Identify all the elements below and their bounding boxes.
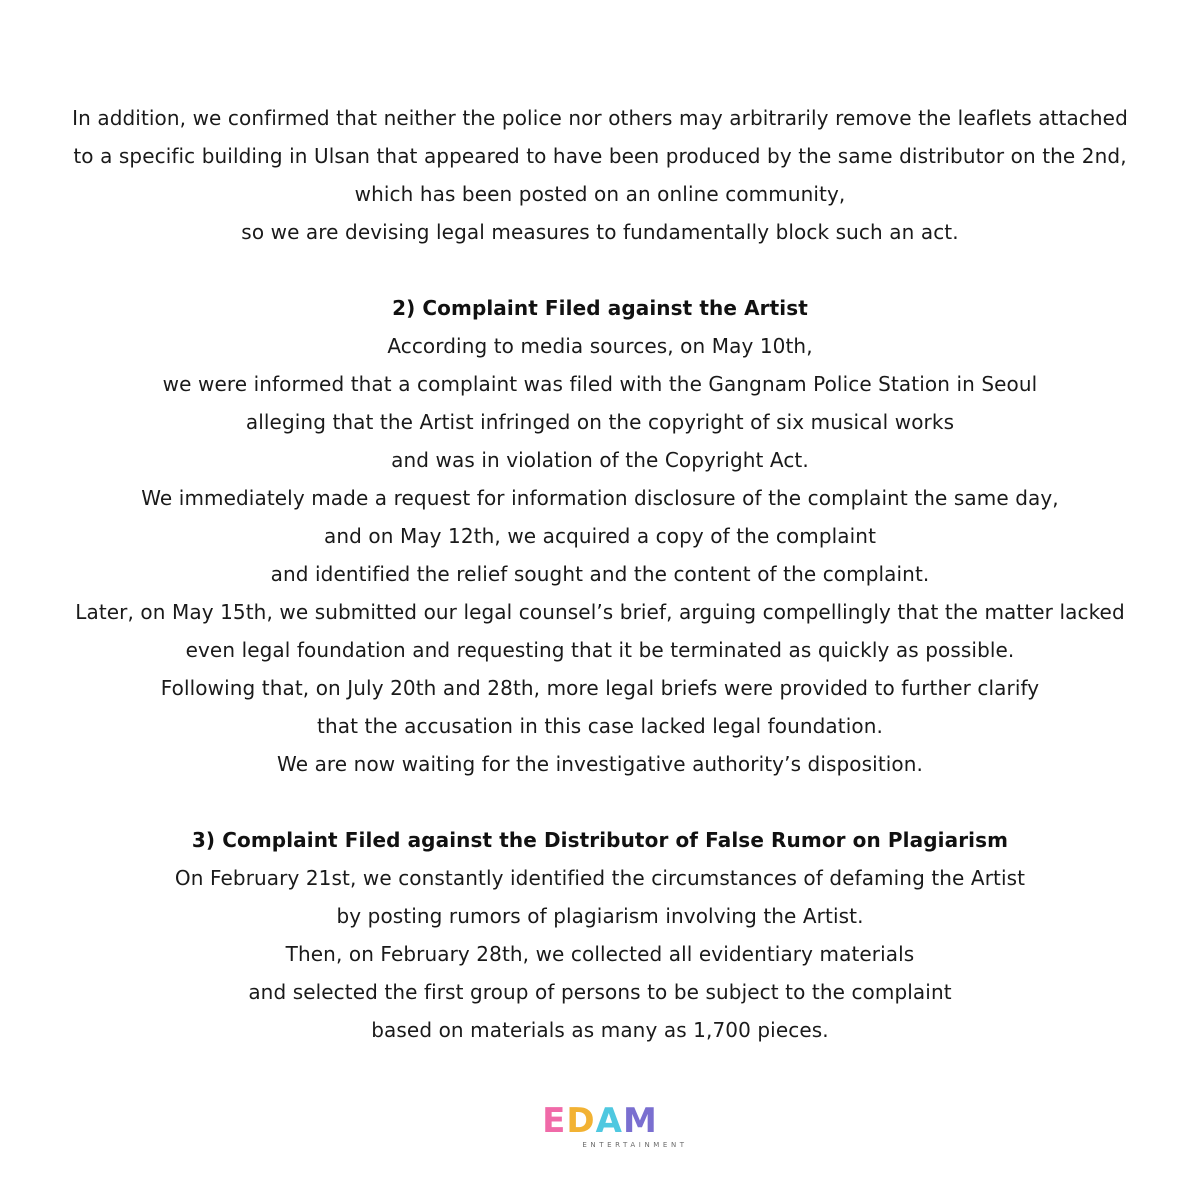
text-line: On February 21st, we constantly identified the circumstances of defaming the Artist xyxy=(174,866,1026,890)
text-line: In addition, we confirmed that neither the police nor others may arbitrarily remove the leaflets attached xyxy=(72,106,1128,130)
text-line: Then, on February 28th, we collected all evidentiary materials xyxy=(285,942,915,966)
logo-letter-m: M xyxy=(622,1101,658,1141)
text-line: even legal foundation and requesting that it be terminated as quickly as possible. xyxy=(185,638,1015,662)
text-line: we were informed that a complaint was filed with the Gangnam Police Station in Seoul xyxy=(162,372,1038,396)
text-line: that the accusation in this case lacked legal foundation. xyxy=(317,714,883,738)
section-3 xyxy=(0,821,1200,1049)
statement-body xyxy=(0,99,1200,1049)
section-3-heading: 3) Complaint Filed against the Distributor of False Rumor on Plagiarism xyxy=(191,828,1009,852)
section-2 xyxy=(0,289,1200,783)
edam-entertainment-logo xyxy=(0,1101,1200,1149)
logo-subtitle: ENTERTAINMENT xyxy=(582,1141,688,1149)
logo-letter-a: A xyxy=(595,1101,623,1141)
intro-paragraph xyxy=(0,99,1200,251)
text-line: and selected the first group of persons to be subject to the complaint xyxy=(248,980,952,1004)
text-line: by posting rumors of plagiarism involving the Artist. xyxy=(336,904,864,928)
text-line: to a specific building in Ulsan that appeared to have been produced by the same distributor on the 2nd, xyxy=(73,144,1127,168)
text-line: Following that, on July 20th and 28th, more legal briefs were provided to further clarify xyxy=(160,676,1040,700)
text-line: According to media sources, on May 10th, xyxy=(387,334,813,358)
text-line: which has been posted on an online community, xyxy=(354,182,846,206)
logo-wordmark xyxy=(542,1101,658,1141)
paragraph-gap xyxy=(0,783,1200,821)
text-line: alleging that the Artist infringed on the copyright of six musical works xyxy=(245,410,955,434)
text-line: so we are devising legal measures to fundamentally block such an act. xyxy=(241,220,959,244)
paragraph-gap xyxy=(0,251,1200,289)
text-line: We immediately made a request for information disclosure of the complaint the same day, xyxy=(141,486,1059,510)
text-line: Later, on May 15th, we submitted our legal counsel’s brief, arguing compellingly that the matter lacked xyxy=(75,600,1125,624)
text-line: and was in violation of the Copyright Act. xyxy=(391,448,809,472)
logo-letter-d: D xyxy=(566,1101,596,1141)
text-line: and on May 12th, we acquired a copy of the complaint xyxy=(323,524,877,548)
section-2-heading: 2) Complaint Filed against the Artist xyxy=(392,296,808,320)
text-line: based on materials as many as 1,700 pieces. xyxy=(371,1018,829,1042)
logo-letter-e: E xyxy=(542,1101,567,1141)
text-line: and identified the relief sought and the content of the complaint. xyxy=(270,562,930,586)
text-line: We are now waiting for the investigative authority’s disposition. xyxy=(277,752,923,776)
